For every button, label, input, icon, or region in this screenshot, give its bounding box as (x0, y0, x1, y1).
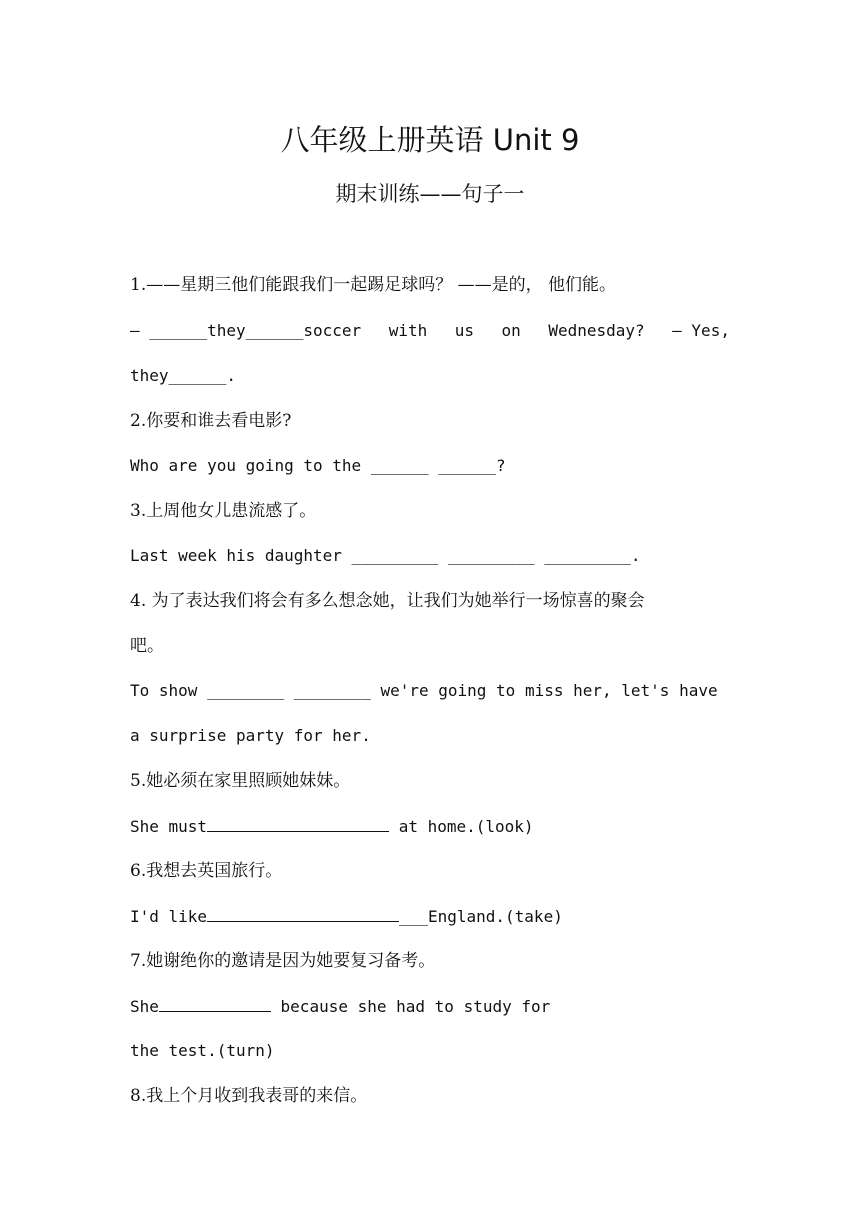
q6-before: I'd like (130, 907, 208, 926)
question-2-english: Who are you going to the ______ ______? (130, 456, 506, 475)
question-2-chinese: 2.你要和谁去看电影? (130, 411, 292, 431)
q7-answer-blank (159, 991, 271, 1012)
q6-after: England.(take) (427, 907, 563, 926)
q5-answer-blank (207, 811, 389, 832)
question-4-chinese-line-1: 4. 为了表达我们将会有多么想念她，让我们为她举行一场惊喜的聚会 (130, 591, 645, 611)
q5-after: at home.(look) (389, 817, 534, 836)
question-4-english-line-2: a surprise party for her. (130, 726, 371, 745)
question-1-english-line-1 (130, 316, 730, 346)
page-title: 八年级上册英语 Unit 9 (280, 123, 580, 157)
question-6-english (130, 901, 730, 931)
question-1-english-line-2: they______. (130, 366, 236, 385)
q6-mid: ___ (399, 907, 428, 926)
q6-answer-blank (207, 901, 399, 922)
question-4-chinese-line-2: 吧。 (130, 636, 164, 656)
question-7-chinese: 7.她谢绝你的邀请是因为她要复习备考。 (130, 951, 436, 971)
q5-before: She must (130, 817, 208, 836)
q1-part: Wednesday? (548, 321, 645, 340)
question-6-chinese: 6.我想去英国旅行。 (130, 861, 283, 881)
q1-part: with (388, 321, 428, 340)
question-5-chinese: 5.她必须在家里照顾她妹妹。 (130, 771, 351, 791)
question-3-chinese: 3.上周他女儿患流感了。 (130, 501, 317, 521)
question-5-english (130, 811, 730, 841)
question-7-english (130, 991, 730, 1021)
q1-part: — Yes, (672, 321, 730, 340)
q1-part: us (454, 321, 475, 340)
page-subtitle: 期末训练——句子一 (335, 182, 525, 206)
q1-part: on (501, 321, 521, 340)
question-1-chinese: 1.——星期三他们能跟我们一起踢足球吗？ ——是的， 他们能。 (130, 275, 617, 295)
q7-after: because she had to study for (270, 997, 551, 1016)
q7-before: She (130, 997, 159, 1016)
question-7-english-line-2: the test.(turn) (130, 1041, 275, 1060)
q1-part: — ______they______soccer (130, 321, 362, 340)
question-3-english: Last week his daughter _________ _________ _________. (130, 546, 641, 565)
question-4-english-line-1: To show ________ ________ we're going to miss her, let's have (130, 681, 718, 700)
question-8-chinese: 8.我上个月收到我表哥的来信。 (130, 1086, 368, 1106)
